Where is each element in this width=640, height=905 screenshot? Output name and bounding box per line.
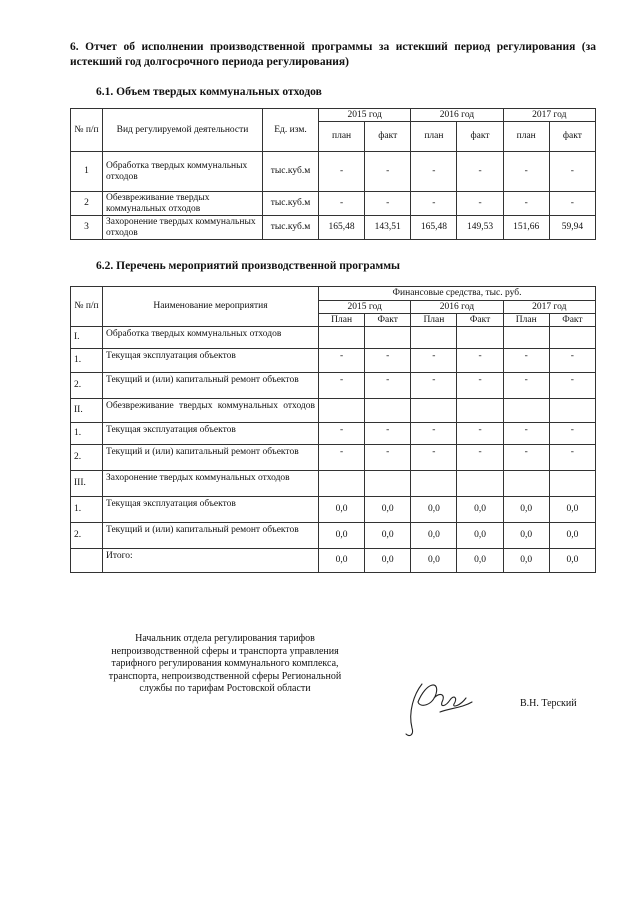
- position-line: Начальник отдела регулирования тарифов: [135, 633, 315, 644]
- signatory-position: [80, 633, 370, 696]
- header-year: 2016 год: [411, 109, 503, 122]
- row-num: [71, 549, 103, 573]
- row-name: Текущий и (или) капитальный ремонт объектов: [103, 523, 319, 549]
- row-value: 0,0: [457, 523, 503, 549]
- table-row: [71, 216, 596, 240]
- row-name: Текущий и (или) капитальный ремонт объектов: [103, 445, 319, 471]
- row-value: -: [549, 373, 595, 399]
- row-num: 2: [71, 192, 103, 216]
- row-num: 1.: [71, 349, 103, 373]
- header-num: № п/п: [71, 287, 103, 327]
- row-value: -: [503, 373, 549, 399]
- row-num: I.: [71, 327, 103, 349]
- row-value: 0,0: [549, 549, 595, 573]
- row-value: 0,0: [365, 523, 411, 549]
- row-value: -: [411, 423, 457, 445]
- row-value: -: [411, 349, 457, 373]
- row-value: [503, 471, 549, 497]
- header-year: 2015 год: [319, 301, 411, 314]
- row-value: -: [365, 423, 411, 445]
- header-plan: план: [411, 122, 457, 152]
- row-value: -: [503, 192, 549, 216]
- row-value: -: [457, 445, 503, 471]
- header-plan: План: [319, 314, 365, 327]
- header-year: 2017 год: [503, 301, 595, 314]
- position-line: тарифного регулирования коммунального комплекса,: [111, 658, 339, 669]
- row-value: [457, 399, 503, 423]
- row-value: 149,53: [457, 216, 503, 240]
- row-value: -: [319, 349, 365, 373]
- row-value: 0,0: [319, 497, 365, 523]
- row-name: Текущая эксплуатация объектов: [103, 349, 319, 373]
- row-value: -: [319, 445, 365, 471]
- header-finance: Финансовые средства, тыс. руб.: [319, 287, 596, 301]
- row-value: 0,0: [365, 497, 411, 523]
- row-num: II.: [71, 399, 103, 423]
- header-year: 2017 год: [503, 109, 595, 122]
- header-fact: Факт: [365, 314, 411, 327]
- table-row: [71, 152, 596, 192]
- row-value: [365, 471, 411, 497]
- row-value: 0,0: [411, 549, 457, 573]
- measures-table: [70, 286, 596, 573]
- row-value: -: [365, 373, 411, 399]
- table-row: [71, 327, 596, 349]
- row-num: 2.: [71, 445, 103, 471]
- row-unit: тыс.куб.м: [263, 216, 319, 240]
- row-unit: тыс.куб.м: [263, 152, 319, 192]
- row-value: -: [365, 445, 411, 471]
- row-value: [503, 327, 549, 349]
- position-line: непроизводственной сферы и транспорта управления: [111, 645, 339, 657]
- row-num: 3: [71, 216, 103, 240]
- header-num: № п/п: [71, 109, 103, 152]
- row-value: -: [549, 192, 595, 216]
- row-value: [319, 399, 365, 423]
- row-value: [365, 327, 411, 349]
- row-value: -: [365, 349, 411, 373]
- row-value: -: [457, 423, 503, 445]
- handwritten-signature: [400, 672, 480, 742]
- row-value: -: [411, 373, 457, 399]
- row-value: -: [365, 192, 411, 216]
- signatory-name: В.Н. Терский: [520, 698, 577, 709]
- row-name: Обработка твердых коммунальных отходов: [103, 152, 263, 192]
- header-year: 2016 год: [411, 301, 503, 314]
- header-fact: Факт: [457, 314, 503, 327]
- row-value: -: [503, 349, 549, 373]
- row-value: 0,0: [503, 549, 549, 573]
- section-title: 6. Отчет об исполнении производственной программы за истекший период регулирования (за истекший год долгосрочного периода регулирования): [70, 41, 596, 68]
- header-plan: план: [503, 122, 549, 152]
- row-value: -: [411, 152, 457, 192]
- row-num: 2.: [71, 523, 103, 549]
- row-num: 1.: [71, 497, 103, 523]
- row-value: -: [503, 423, 549, 445]
- row-value: 0,0: [319, 549, 365, 573]
- table-row: [71, 445, 596, 471]
- header-unit: Ед. изм.: [263, 109, 319, 152]
- row-value: -: [365, 152, 411, 192]
- row-value: -: [457, 192, 503, 216]
- row-name: Итого:: [103, 549, 319, 573]
- row-value: -: [549, 349, 595, 373]
- table-row: [71, 549, 596, 573]
- row-value: 143,51: [365, 216, 411, 240]
- row-value: [365, 399, 411, 423]
- header-plan: План: [411, 314, 457, 327]
- row-value: [457, 327, 503, 349]
- row-unit: тыс.куб.м: [263, 192, 319, 216]
- subsection-title-measures: 6.2. Перечень мероприятий производственной программы: [96, 260, 401, 272]
- row-value: -: [457, 152, 503, 192]
- row-value: [411, 327, 457, 349]
- row-value: 151,66: [503, 216, 549, 240]
- row-value: -: [503, 152, 549, 192]
- position-line: транспорта, непроизводственной сферы Региональной: [108, 670, 342, 682]
- header-fact: факт: [549, 122, 595, 152]
- row-value: [549, 327, 595, 349]
- row-value: -: [457, 349, 503, 373]
- row-value: 0,0: [411, 497, 457, 523]
- row-name: Захоронение твердых коммунальных отходов: [103, 216, 263, 240]
- row-value: -: [411, 445, 457, 471]
- row-value: 0,0: [549, 497, 595, 523]
- row-value: -: [549, 152, 595, 192]
- row-num: 1: [71, 152, 103, 192]
- row-name: Захоронение твердых коммунальных отходов: [103, 471, 319, 497]
- header-plan: план: [319, 122, 365, 152]
- table-row: [71, 349, 596, 373]
- row-value: -: [411, 192, 457, 216]
- subsection-title-volume: 6.1. Объем твердых коммунальных отходов: [96, 86, 322, 98]
- row-value: 0,0: [503, 497, 549, 523]
- row-value: -: [319, 152, 365, 192]
- row-value: [319, 327, 365, 349]
- row-value: [319, 471, 365, 497]
- header-fact: факт: [365, 122, 411, 152]
- row-value: 0,0: [411, 523, 457, 549]
- header-plan: План: [503, 314, 549, 327]
- row-name: Текущая эксплуатация объектов: [103, 423, 319, 445]
- row-name: Обработка твердых коммунальных отходов: [103, 327, 319, 349]
- table-row: [71, 471, 596, 497]
- table-row: [71, 373, 596, 399]
- row-value: -: [319, 423, 365, 445]
- row-name: Текущая эксплуатация объектов: [103, 497, 319, 523]
- row-value: [457, 471, 503, 497]
- row-value: [411, 471, 457, 497]
- row-name: Текущий и (или) капитальный ремонт объектов: [103, 373, 319, 399]
- row-value: 0,0: [457, 497, 503, 523]
- header-fact: Факт: [549, 314, 595, 327]
- position-line: службы по тарифам Ростовской области: [139, 683, 311, 694]
- row-value: -: [319, 192, 365, 216]
- row-value: -: [457, 373, 503, 399]
- row-num: 2.: [71, 373, 103, 399]
- row-value: 0,0: [457, 549, 503, 573]
- row-value: -: [549, 445, 595, 471]
- header-year: 2015 год: [319, 109, 411, 122]
- row-value: 59,94: [549, 216, 595, 240]
- row-num: III.: [71, 471, 103, 497]
- table-row: [71, 423, 596, 445]
- row-value: -: [549, 423, 595, 445]
- volume-table: [70, 108, 596, 240]
- row-value: [549, 399, 595, 423]
- header-fact: факт: [457, 122, 503, 152]
- row-value: 0,0: [365, 549, 411, 573]
- table-row: [71, 399, 596, 423]
- row-value: [411, 399, 457, 423]
- header-activity: Вид регулируемой деятельности: [103, 109, 263, 152]
- row-value: [503, 399, 549, 423]
- table-row: [71, 192, 596, 216]
- table-row: [71, 523, 596, 549]
- header-measure-name: Наименование мероприятия: [103, 287, 319, 327]
- row-name: Обезвреживание твердых коммунальных отходов: [103, 192, 263, 216]
- row-value: [549, 471, 595, 497]
- table-row: [71, 497, 596, 523]
- row-value: 165,48: [319, 216, 365, 240]
- row-name: Обезвреживание твердых коммунальных отходов: [103, 399, 319, 423]
- row-num: 1.: [71, 423, 103, 445]
- row-value: 0,0: [503, 523, 549, 549]
- row-value: -: [319, 373, 365, 399]
- row-value: 165,48: [411, 216, 457, 240]
- row-value: 0,0: [319, 523, 365, 549]
- row-value: -: [503, 445, 549, 471]
- row-value: 0,0: [549, 523, 595, 549]
